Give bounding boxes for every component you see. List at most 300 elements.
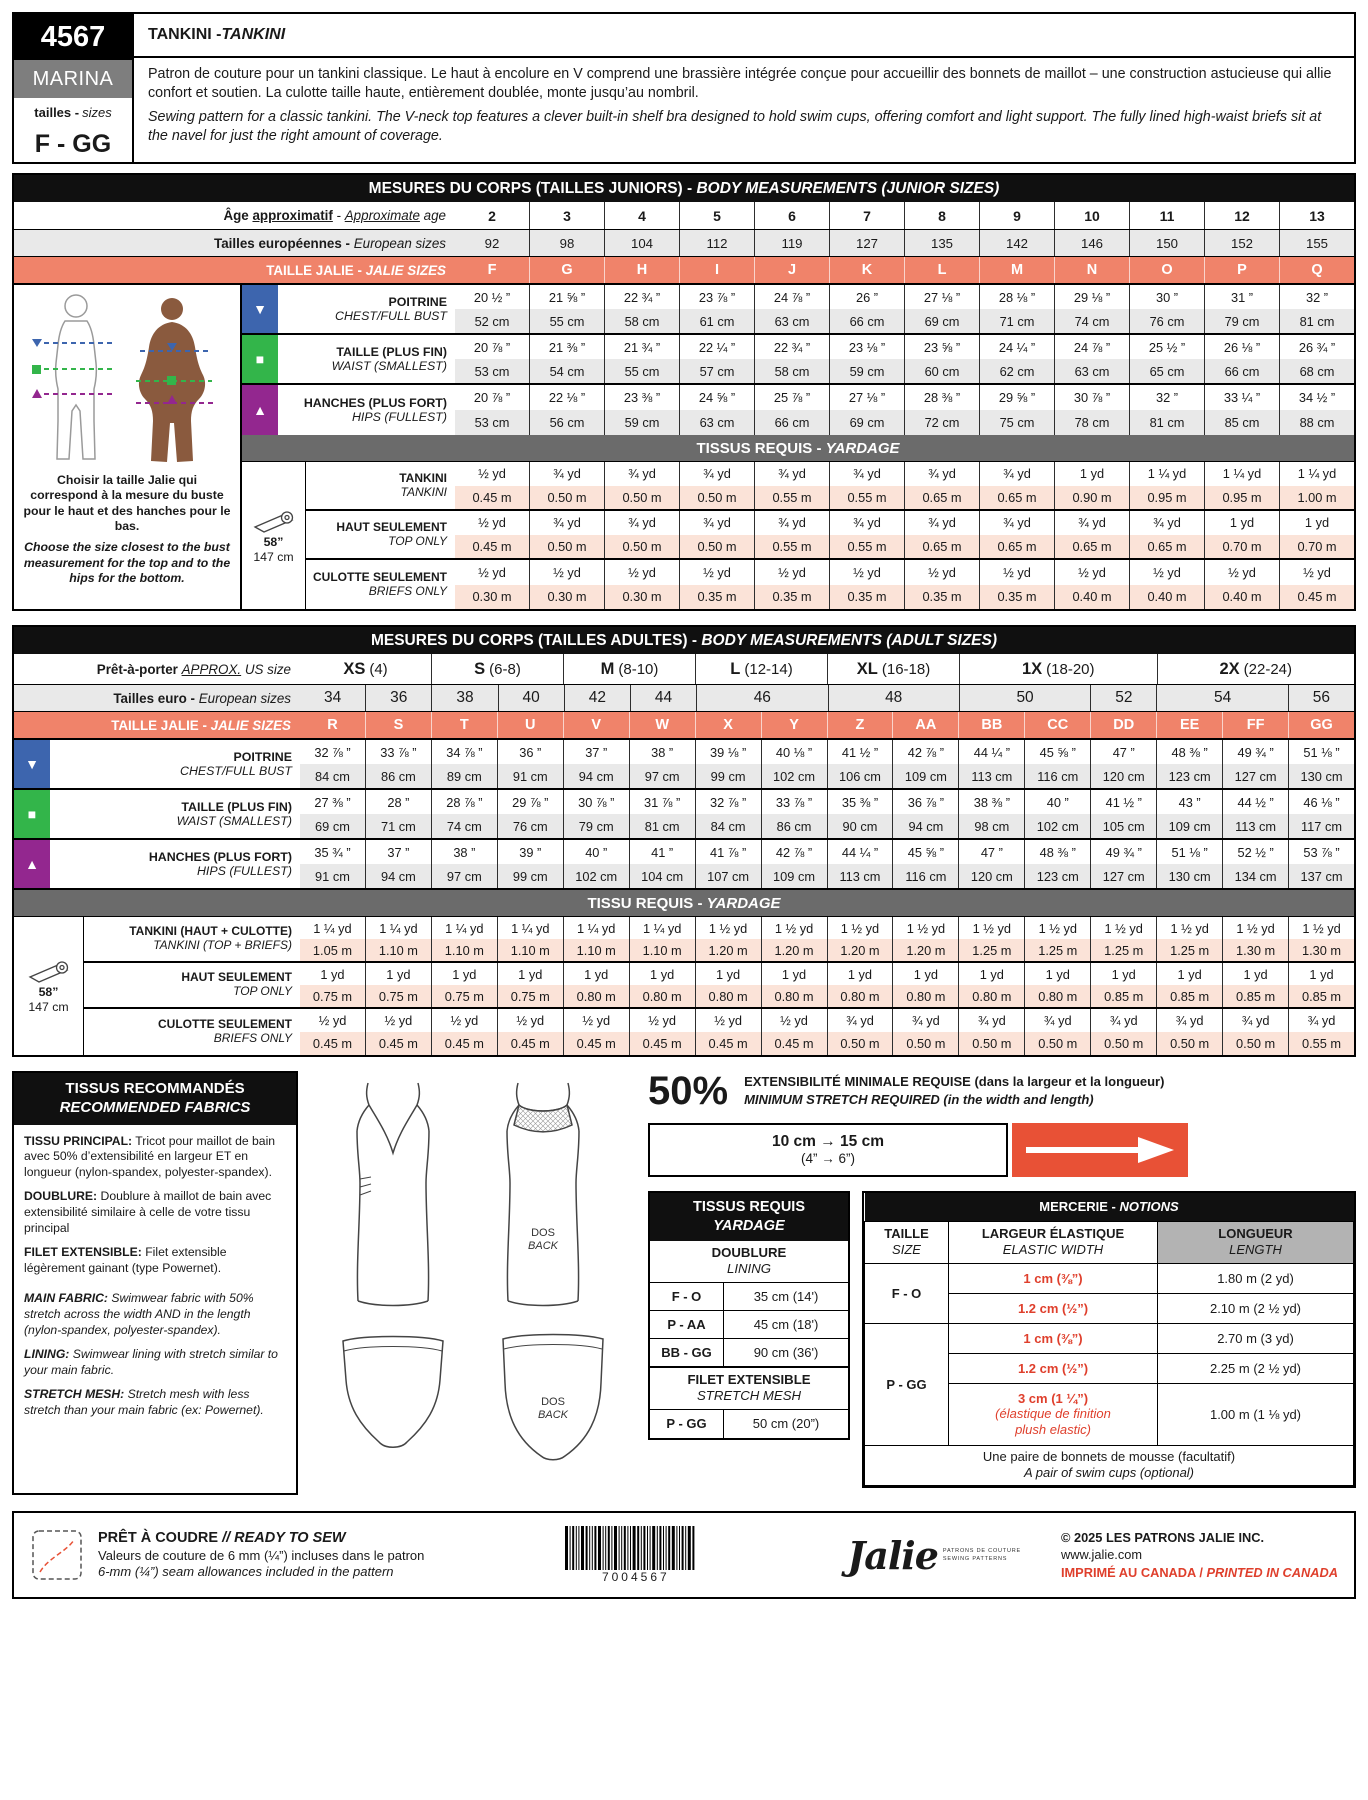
m-value-cell: 0.45 m bbox=[312, 1036, 353, 1051]
m-value-cell: 0.65 m bbox=[904, 486, 979, 510]
inches-value-cell: 22 ¼ ” bbox=[679, 335, 754, 359]
cm-value-cell: 109 cm bbox=[892, 764, 958, 788]
yardage-row bbox=[306, 462, 1354, 511]
m-value-cell: 0.45 m bbox=[761, 1032, 827, 1055]
cm-value-cell: 85 cm bbox=[1204, 410, 1279, 435]
cm-value-cell: 91 cm bbox=[315, 868, 350, 884]
jalie-size-cell: W bbox=[629, 712, 695, 738]
cm-value-cell: 63 cm bbox=[1054, 359, 1129, 383]
inches-value-cell: 27 ⅛ ” bbox=[829, 385, 904, 410]
inches-value-cell: 37 ” bbox=[563, 740, 629, 764]
mesh-row: P - GG 50 cm (20”) bbox=[650, 1410, 848, 1438]
pattern-title: TANKINI - TANKINI bbox=[134, 14, 1354, 58]
yd-value-cell: ¾ yd bbox=[604, 462, 679, 486]
inches-value-cell: 22 ¾ ” bbox=[754, 335, 829, 359]
inches-value-cell: 47 ” bbox=[958, 840, 1024, 864]
back-label-fr: DOS bbox=[541, 1396, 565, 1408]
jalie-size-cell: R bbox=[327, 717, 338, 733]
jalie-size-cell: L bbox=[904, 257, 979, 283]
yardage-row bbox=[84, 917, 1354, 963]
recommended-fabrics-box bbox=[12, 1071, 298, 1495]
us-size-row-label: Prêt-à-porter APPROX. US size bbox=[96, 661, 291, 677]
yd-value-cell: ¾ yd bbox=[754, 511, 829, 535]
lining-table-title: TISSUS REQUIS YARDAGE bbox=[650, 1193, 848, 1241]
m-value-cell: 0.40 m bbox=[1054, 585, 1129, 610]
m-value-cell: 0.50 m bbox=[604, 486, 679, 510]
inches-value-cell: 20 ½ ” bbox=[473, 289, 511, 305]
cm-value-cell: 94 cm bbox=[892, 814, 958, 838]
cm-value-cell: 99 cm bbox=[695, 764, 761, 788]
measurement-row bbox=[14, 740, 1354, 790]
yd-value-cell: 1 ¼ yd bbox=[1279, 462, 1354, 486]
notions-table bbox=[862, 1191, 1356, 1488]
jalie-size-cell: EE bbox=[1156, 712, 1222, 738]
cm-value-cell: 102 cm bbox=[563, 864, 629, 888]
cm-value-cell: 134 cm bbox=[1222, 864, 1288, 888]
inches-value-cell: 32 ⅞ ” bbox=[695, 790, 761, 814]
yardage-label: TANKINI TANKINI bbox=[399, 470, 447, 499]
m-value-cell: 1.20 m bbox=[761, 939, 827, 961]
fabric-roll-icon bbox=[252, 508, 296, 534]
cm-line bbox=[300, 764, 1354, 788]
inches-value-cell: 23 ⅞ ” bbox=[679, 285, 754, 309]
m-value-cell: 0.50 m bbox=[1156, 1032, 1222, 1055]
jalie-size-cell: M bbox=[979, 257, 1054, 283]
cm-value-cell: 58 cm bbox=[754, 359, 829, 383]
m-value-cell: 0.65 m bbox=[1054, 535, 1129, 559]
m-value-cell: 0.50 m bbox=[892, 1032, 958, 1055]
jalie-size-cell: O bbox=[1129, 257, 1204, 283]
cm-value-cell: 120 cm bbox=[1090, 764, 1156, 788]
measurement-label: HANCHES (PLUS FORT) HIPS (FULLEST) bbox=[148, 849, 292, 878]
inches-value-cell: 31 ⅞ ” bbox=[629, 790, 695, 814]
inches-value-cell: 32 ” bbox=[1279, 285, 1354, 309]
m-value-cell: 0.50 m bbox=[958, 1032, 1024, 1055]
cm-value-cell: 52 cm bbox=[474, 313, 510, 329]
m-value-cell: 0.45 m bbox=[472, 489, 512, 505]
jalie-size-cell: DD bbox=[1090, 712, 1156, 738]
jalie-size-cell: X bbox=[695, 712, 761, 738]
jalie-size-cell: H bbox=[604, 257, 679, 283]
yd-value-cell: ¾ yd bbox=[1054, 511, 1129, 535]
m-value-cell: 0.85 m bbox=[1288, 985, 1354, 1007]
yardage-label: HAUT SEULEMENT TOP ONLY bbox=[181, 970, 292, 998]
m-value-cell: 0.50 m bbox=[679, 535, 754, 559]
cm-value-cell: 54 cm bbox=[529, 359, 604, 383]
yd-value-cell: ¾ yd bbox=[679, 462, 754, 486]
inches-value-cell: 48 ⅜ ” bbox=[1024, 840, 1090, 864]
fabric-width-cm: 147 cm bbox=[28, 1000, 69, 1014]
yd-value-cell: 1 ½ yd bbox=[1156, 917, 1222, 939]
fabric-width-in: 58” bbox=[38, 985, 59, 999]
jalie-size-cell: FF bbox=[1222, 712, 1288, 738]
pattern-name: MARINA bbox=[14, 60, 132, 98]
jalie-size-cell: K bbox=[829, 257, 904, 283]
notions-row bbox=[865, 1323, 1354, 1353]
inches-value-cell: 39 ⅛ ” bbox=[695, 740, 761, 764]
yd-value-cell: 1 yd bbox=[1090, 963, 1156, 985]
inches-line bbox=[300, 740, 1354, 764]
seam-allowance-fr: Valeurs de couture de 6 mm (¼”) incluses dans le patron bbox=[98, 1547, 425, 1563]
cm-value-cell: 75 cm bbox=[979, 410, 1054, 435]
cm-value-cell: 69 cm bbox=[829, 410, 904, 435]
yd-value-cell: 1 yd bbox=[320, 966, 345, 982]
m-value-cell: 1.25 m bbox=[1156, 939, 1222, 961]
m-value-cell: 0.70 m bbox=[1204, 535, 1279, 559]
jalie-size-cell: I bbox=[679, 257, 754, 283]
m-value-cell: 0.45 m bbox=[563, 1032, 629, 1055]
stretch-text: EXTENSIBILITÉ MINIMALE REQUISE (dans la largeur et la longueur) MINIMUM STRETCH REQUIRED (in the width and length) bbox=[744, 1074, 1165, 1108]
cm-value-cell: 117 cm bbox=[1288, 814, 1354, 838]
euro-size-cell: 135 bbox=[904, 230, 979, 256]
yd-value-cell: ¾ yd bbox=[529, 511, 604, 535]
age-cell: 4 bbox=[604, 202, 679, 229]
age-cell: 11 bbox=[1129, 202, 1204, 229]
yardage-row bbox=[84, 963, 1354, 1009]
yd-value-cell: 1 yd bbox=[497, 963, 563, 985]
pattern-header bbox=[12, 12, 1356, 164]
inches-value-cell: 24 ⅝ ” bbox=[679, 385, 754, 410]
elastic-length-cell: 2.25 m (2 ½ yd) bbox=[1158, 1353, 1354, 1383]
pattern-description bbox=[134, 58, 1354, 150]
m-value-cell: 1.05 m bbox=[312, 942, 353, 958]
cm-value-cell: 69 cm bbox=[904, 309, 979, 333]
yd-value-cell: ½ yd bbox=[1204, 560, 1279, 585]
yd-value-cell: 1 yd bbox=[563, 963, 629, 985]
yd-value-cell: ½ yd bbox=[365, 1009, 431, 1032]
inches-value-cell: 27 ⅛ ” bbox=[904, 285, 979, 309]
meters-line bbox=[455, 486, 1354, 510]
body-silhouettes-illustration bbox=[24, 291, 230, 467]
size-note-en: Choose the size closest to the bust measurement for the top and to the hips for the bottom. bbox=[23, 540, 231, 586]
euro-size-cell: 36 bbox=[365, 685, 431, 711]
lining-yardage-table bbox=[648, 1191, 850, 1440]
euro-size-cell: 104 bbox=[604, 230, 679, 256]
cm-value-cell: 84 cm bbox=[695, 814, 761, 838]
measurement-row bbox=[242, 385, 1354, 435]
euro-size-cell: 38 bbox=[431, 685, 497, 711]
m-value-cell: 0.75 m bbox=[365, 985, 431, 1007]
euro-size-cell: 150 bbox=[1129, 230, 1204, 256]
cm-value-cell: 113 cm bbox=[1222, 814, 1288, 838]
inches-value-cell: 28 ⅞ ” bbox=[431, 790, 497, 814]
yd-value-cell: ¾ yd bbox=[604, 511, 679, 535]
ready-to-sew-text: PRÊT À COUDRE // READY TO SEW Valeurs de couture de 6 mm (¼”) incluses dans le patron 6-mm (¼”) seam allowances included in the pattern bbox=[98, 1529, 425, 1580]
measurement-label: POITRINE CHEST/FULL BUST bbox=[180, 749, 292, 778]
m-value-cell: 1.25 m bbox=[1024, 939, 1090, 961]
fabrics-text bbox=[14, 1125, 296, 1437]
jalie-size-cell: AA bbox=[892, 712, 958, 738]
jalie-logo: Jalie PATRONS DE COUTURE SEWING PATTERNS bbox=[847, 1532, 1021, 1578]
meters-line bbox=[300, 939, 1354, 961]
inches-value-cell: 33 ¼ ” bbox=[1204, 385, 1279, 410]
inches-value-cell: 22 ¾ ” bbox=[604, 285, 679, 309]
yd-value-cell: 1 yd bbox=[1222, 963, 1288, 985]
yd-value-cell: ½ yd bbox=[1279, 560, 1354, 585]
m-value-cell: 0.65 m bbox=[1129, 535, 1204, 559]
inches-value-cell: 23 ⅜ ” bbox=[604, 385, 679, 410]
cm-value-cell: 89 cm bbox=[431, 764, 497, 788]
m-value-cell: 0.55 m bbox=[1288, 1032, 1354, 1055]
inches-value-cell: 39 ” bbox=[497, 840, 563, 864]
m-value-cell: 1.00 m bbox=[1279, 486, 1354, 510]
yd-value-cell: ½ yd bbox=[1129, 560, 1204, 585]
yd-value-cell: 1 ¼ yd bbox=[1129, 462, 1204, 486]
cm-value-cell: 55 cm bbox=[529, 309, 604, 333]
cm-value-cell: 113 cm bbox=[958, 764, 1024, 788]
yd-value-cell: 1 ¼ yd bbox=[563, 917, 629, 939]
yd-value-cell: ¾ yd bbox=[904, 462, 979, 486]
cm-value-cell: 66 cm bbox=[754, 410, 829, 435]
inches-value-cell: 46 ⅛ ” bbox=[1288, 790, 1354, 814]
junior-jalie-row bbox=[14, 256, 1354, 283]
euro-size-cell: 44 bbox=[630, 685, 696, 711]
yd-value-cell: ½ yd bbox=[529, 560, 604, 585]
cm-value-cell: 113 cm bbox=[827, 864, 893, 888]
fabric-lining-fr: DOUBLURE: Doublure à maillot de bain avec extensibilité similaire à celle de votre tissu principal bbox=[24, 1189, 272, 1235]
inches-value-cell: 21 ⅝ ” bbox=[529, 285, 604, 309]
yd-value-cell: 1 yd bbox=[431, 963, 497, 985]
cm-value-cell: 76 cm bbox=[1129, 309, 1204, 333]
cm-value-cell: 71 cm bbox=[979, 309, 1054, 333]
cm-value-cell: 105 cm bbox=[1090, 814, 1156, 838]
m-value-cell: 1.10 m bbox=[431, 939, 497, 961]
m-value-cell: 0.65 m bbox=[904, 535, 979, 559]
yd-value-cell: 1 ½ yd bbox=[1024, 917, 1090, 939]
back-label-en: BACK bbox=[538, 1409, 568, 1421]
yd-value-cell: ¾ yd bbox=[754, 462, 829, 486]
cm-value-cell: 56 cm bbox=[529, 410, 604, 435]
m-value-cell: 0.35 m bbox=[754, 585, 829, 610]
m-value-cell: 0.55 m bbox=[829, 486, 904, 510]
meters-line bbox=[455, 535, 1354, 559]
yardage-label: CULOTTE SEULEMENT BRIEFS ONLY bbox=[158, 1017, 292, 1045]
elastic-width-cell: 1.2 cm (½”) bbox=[949, 1353, 1158, 1383]
elastic-width-cell: 3 cm (1 ¼”) (élastique de finition plush elastic) bbox=[949, 1383, 1158, 1445]
m-value-cell: 0.50 m bbox=[529, 486, 604, 510]
swim-cups-note: Une paire de bonnets de mousse (facultatif) A pair of swim cups (optional) bbox=[865, 1445, 1354, 1486]
inches-value-cell: 51 ⅛ ” bbox=[1156, 840, 1222, 864]
us-size-cell: L (12-14) bbox=[695, 654, 827, 684]
yd-value-cell: 1 yd bbox=[629, 963, 695, 985]
cm-value-cell: 61 cm bbox=[679, 309, 754, 333]
yd-value-cell: 1 ½ yd bbox=[1222, 917, 1288, 939]
jalie-size-cell: U bbox=[497, 712, 563, 738]
cm-value-cell: 98 cm bbox=[958, 814, 1024, 838]
elastic-width-cell: 1 cm (⅜”) bbox=[949, 1263, 1158, 1293]
m-value-cell: 0.45 m bbox=[695, 1032, 761, 1055]
yd-value-cell: 1 ½ yd bbox=[958, 917, 1024, 939]
measurement-row bbox=[14, 790, 1354, 840]
m-value-cell: 0.50 m bbox=[679, 486, 754, 510]
yd-value-cell: ½ yd bbox=[431, 1009, 497, 1032]
seam-allowance-en: 6-mm (¼”) seam allowances included in the pattern bbox=[98, 1564, 394, 1580]
cm-value-cell: 62 cm bbox=[979, 359, 1054, 383]
m-value-cell: 0.40 m bbox=[1204, 585, 1279, 610]
m-value-cell: 0.80 m bbox=[1024, 985, 1090, 1007]
yd-value-cell: ¾ yd bbox=[1222, 1009, 1288, 1032]
meters-line bbox=[300, 985, 1354, 1007]
yd-value-cell: ¾ yd bbox=[827, 1009, 893, 1032]
elastic-length-cell: 1.80 m (2 yd) bbox=[1158, 1263, 1354, 1293]
pattern-description-block bbox=[134, 14, 1354, 162]
measurement-label: HANCHES (PLUS FORT) HIPS (FULLEST) bbox=[303, 395, 447, 424]
cm-value-cell: 55 cm bbox=[604, 359, 679, 383]
yd-value-cell: ½ yd bbox=[563, 1009, 629, 1032]
m-value-cell: 0.35 m bbox=[904, 585, 979, 610]
m-value-cell: 0.80 m bbox=[563, 985, 629, 1007]
inches-value-cell: 45 ⅝ ” bbox=[1024, 740, 1090, 764]
inches-value-cell: 28 ” bbox=[365, 790, 431, 814]
yards-line bbox=[300, 963, 1354, 985]
euro-size-cell: 52 bbox=[1090, 685, 1156, 711]
cm-value-cell: 116 cm bbox=[1024, 764, 1090, 788]
cm-value-cell: 106 cm bbox=[827, 764, 893, 788]
yardage-label: HAUT SEULEMENT TOP ONLY bbox=[336, 519, 447, 548]
pattern-number: 4567 bbox=[14, 14, 132, 60]
age-cell: 12 bbox=[1204, 202, 1279, 229]
yd-value-cell: ¾ yd bbox=[829, 511, 904, 535]
inches-value-cell: 48 ⅜ ” bbox=[1156, 740, 1222, 764]
inches-value-cell: 49 ¾ ” bbox=[1090, 840, 1156, 864]
yardage-label: TANKINI (HAUT + CULOTTE) TANKINI (TOP + BRIEFS) bbox=[129, 924, 292, 952]
m-value-cell: 0.65 m bbox=[979, 486, 1054, 510]
waist-marker-icon: ■ bbox=[242, 335, 278, 383]
yd-value-cell: ½ yd bbox=[478, 564, 506, 580]
m-value-cell: 0.75 m bbox=[312, 988, 353, 1004]
yd-value-cell: 1 ½ yd bbox=[695, 917, 761, 939]
inches-value-cell: 25 ⅞ ” bbox=[754, 385, 829, 410]
yd-value-cell: ¾ yd bbox=[1288, 1009, 1354, 1032]
cm-value-cell: 53 cm bbox=[474, 415, 510, 430]
m-value-cell: 1.25 m bbox=[958, 939, 1024, 961]
inches-value-cell: 30 ⅞ ” bbox=[563, 790, 629, 814]
age-cell: 9 bbox=[979, 202, 1054, 229]
adult-size-table bbox=[12, 625, 1356, 1057]
junior-euro-row bbox=[14, 229, 1354, 256]
m-value-cell: 0.40 m bbox=[1129, 585, 1204, 610]
stretch-requirement bbox=[648, 1071, 1356, 1111]
inches-value-cell: 34 ½ ” bbox=[1279, 385, 1354, 410]
inches-value-cell: 32 ⅞ ” bbox=[314, 744, 351, 760]
description-en: Sewing pattern for a classic tankini. The V-neck top features a clever built-in shelf bra designed to hold swim cups, offering comfort and light support. The fully lined high-waist briefs sit at the navel for just the right amount of coverage. bbox=[148, 108, 1322, 144]
yd-value-cell: ½ yd bbox=[1054, 560, 1129, 585]
inches-value-cell: 41 ½ ” bbox=[827, 740, 893, 764]
m-value-cell: 0.80 m bbox=[761, 985, 827, 1007]
cm-value-cell: 130 cm bbox=[1156, 864, 1222, 888]
inches-value-cell: 51 ⅛ ” bbox=[1288, 740, 1354, 764]
lining-section-header: DOUBLURE LINING bbox=[650, 1241, 848, 1283]
m-value-cell: 0.70 m bbox=[1279, 535, 1354, 559]
euro-size-cell: 146 bbox=[1054, 230, 1129, 256]
cm-value-cell: 104 cm bbox=[629, 864, 695, 888]
inches-value-cell: 33 ⅞ ” bbox=[365, 740, 431, 764]
cm-value-cell: 102 cm bbox=[1024, 814, 1090, 838]
jalie-size-cell: GG bbox=[1288, 712, 1354, 738]
inches-value-cell: 37 ” bbox=[365, 840, 431, 864]
m-value-cell: 0.50 m bbox=[1222, 1032, 1288, 1055]
fabric-main-en: MAIN FABRIC: Swimwear fabric with 50% stretch across the width AND in the length (nylon-spandex, polyester-spandex). bbox=[24, 1291, 254, 1337]
m-value-cell: 0.45 m bbox=[1279, 585, 1354, 610]
yards-line bbox=[455, 462, 1354, 486]
cm-value-cell: 79 cm bbox=[1204, 309, 1279, 333]
cm-value-cell: 60 cm bbox=[904, 359, 979, 383]
us-size-cell: XS (4) bbox=[343, 659, 388, 678]
cm-line bbox=[455, 309, 1354, 333]
yd-value-cell: ¾ yd bbox=[1156, 1009, 1222, 1032]
waist-marker-icon: ■ bbox=[14, 790, 50, 838]
yd-value-cell: 1 yd bbox=[1204, 511, 1279, 535]
m-value-cell: 0.80 m bbox=[827, 985, 893, 1007]
age-row-label: Âge approximatif - Approximate age bbox=[223, 208, 446, 223]
cm-value-cell: 127 cm bbox=[1222, 764, 1288, 788]
inches-value-cell: 49 ¾ ” bbox=[1222, 740, 1288, 764]
back-label-fr: DOS bbox=[531, 1227, 555, 1239]
m-value-cell: 0.35 m bbox=[829, 585, 904, 610]
m-value-cell: 1.25 m bbox=[1090, 939, 1156, 961]
inches-line bbox=[300, 840, 1354, 864]
jalie-size-cell: Y bbox=[761, 712, 827, 738]
sizes-label: tailles - sizes bbox=[34, 104, 112, 120]
inches-value-cell: 29 ⅞ ” bbox=[497, 790, 563, 814]
euro-size-cell: 112 bbox=[679, 230, 754, 256]
inches-value-cell: 29 ⅛ ” bbox=[1054, 285, 1129, 309]
m-value-cell: 0.50 m bbox=[1024, 1032, 1090, 1055]
yd-value-cell: 1 ½ yd bbox=[892, 917, 958, 939]
yd-value-cell: ¾ yd bbox=[1024, 1009, 1090, 1032]
yd-value-cell: 1 yd bbox=[761, 963, 827, 985]
m-value-cell: 0.80 m bbox=[958, 985, 1024, 1007]
yd-value-cell: 1 yd bbox=[827, 963, 893, 985]
cm-value-cell: 109 cm bbox=[1156, 814, 1222, 838]
junior-age-row bbox=[14, 202, 1354, 229]
m-value-cell: 0.85 m bbox=[1156, 985, 1222, 1007]
m-value-cell: 1.10 m bbox=[497, 939, 563, 961]
cm-value-cell: 76 cm bbox=[497, 814, 563, 838]
yd-value-cell: ½ yd bbox=[318, 1013, 347, 1028]
adult-yardage-header: TISSU REQUIS - YARDAGE bbox=[14, 890, 1354, 917]
m-value-cell: 1.20 m bbox=[695, 939, 761, 961]
inches-value-cell: 36 ” bbox=[497, 740, 563, 764]
yd-value-cell: ½ yd bbox=[761, 1009, 827, 1032]
jalie-row-label: TAILLE JALIE - JALIE SIZES bbox=[266, 262, 446, 278]
m-value-cell: 0.55 m bbox=[754, 486, 829, 510]
euro-size-cell: 98 bbox=[529, 230, 604, 256]
inches-value-cell: 24 ⅞ ” bbox=[754, 285, 829, 309]
fabric-main-fr: TISSU PRINCIPAL: Tricot pour maillot de bain avec 50% d’extensibilité en largeur ET en longueur (nylon-spandex, polyester-spandex). bbox=[24, 1133, 276, 1179]
inches-value-cell: 21 ¾ ” bbox=[604, 335, 679, 359]
cm-line bbox=[300, 814, 1354, 838]
fabric-mesh-fr: FILET EXTENSIBLE: Filet extensible légèrement gainant (type Powernet). bbox=[24, 1245, 227, 1275]
cm-value-cell: 99 cm bbox=[497, 864, 563, 888]
fabric-width-indicator bbox=[14, 917, 84, 1055]
cm-value-cell: 53 cm bbox=[474, 363, 510, 379]
inches-value-cell: 38 ⅜ ” bbox=[958, 790, 1024, 814]
website: www.jalie.com bbox=[1060, 1547, 1143, 1563]
inches-value-cell: 23 ⅝ ” bbox=[904, 335, 979, 359]
inches-value-cell: 35 ¾ ” bbox=[314, 844, 351, 860]
m-value-cell: 1.10 m bbox=[365, 939, 431, 961]
yardage-row bbox=[84, 1009, 1354, 1055]
yd-value-cell: ¾ yd bbox=[829, 462, 904, 486]
measurement-label: TAILLE (PLUS FIN) WAIST (SMALLEST) bbox=[331, 344, 447, 373]
jalie-size-cell: S bbox=[365, 712, 431, 738]
jalie-size-cell: T bbox=[431, 712, 497, 738]
yd-value-cell: ½ yd bbox=[604, 560, 679, 585]
cm-value-cell: 79 cm bbox=[563, 814, 629, 838]
fabric-mesh-en: STRETCH MESH: Stretch mesh with less stretch than your main fabric (ex: Powernet). bbox=[24, 1387, 264, 1418]
yd-value-cell: 1 yd bbox=[1288, 963, 1354, 985]
